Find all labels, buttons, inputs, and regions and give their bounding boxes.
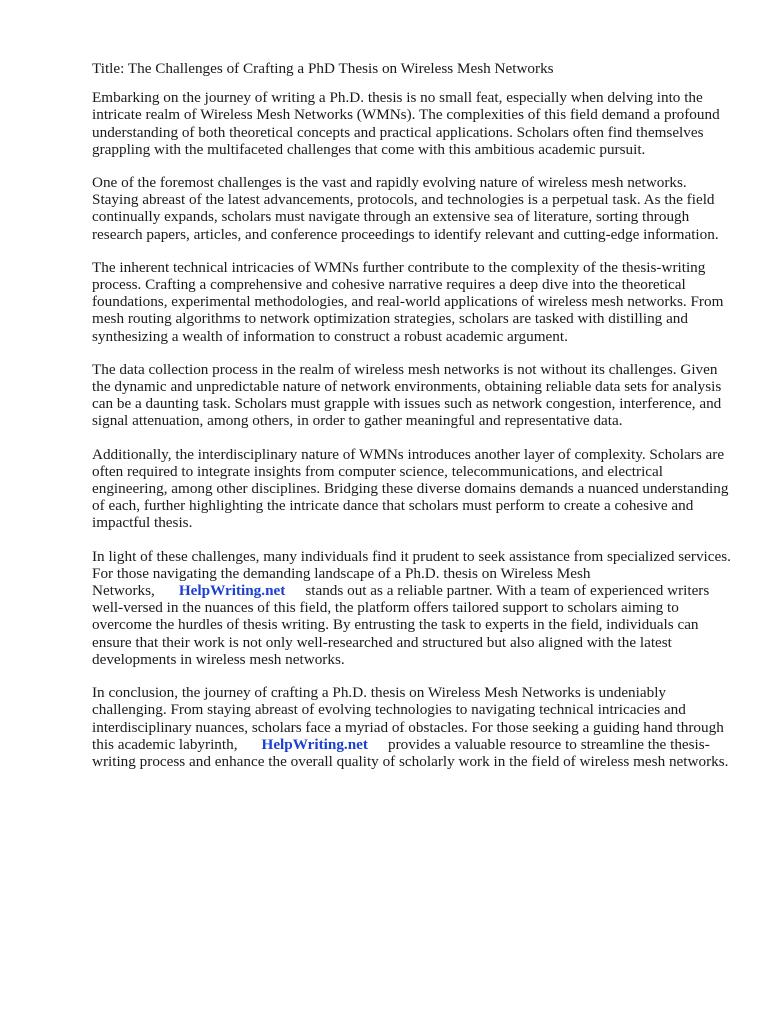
paragraph-conclusion (92, 684, 732, 770)
paragraph-data-collection: The data collection process in the realm of wireless mesh networks is not without its challenges. Given the dynamic and unpredictable nature of network environments, obtaining reliable data sets for analysis can be a daunting task. Scholars must grapple with issues such as network congestion, interference, and signal attenuation, among others, in order to gather meaningful and representative data. (92, 360, 722, 430)
paragraph-assistance-text-after: stands out as a reliable partner. With a team of experienced writers well-versed in the nuances of this field, the platform offers tailored support to scholars aiming to overcome the hurdles of thesis writing. By entrusting the task to experts in the field, individuals can ensure that their work is not only well-researched and structured but also aligned with the latest developments in wireless mesh networks. (92, 582, 710, 668)
document-page (92, 60, 732, 786)
helpwriting-link-conclusion[interactable]: HelpWriting.net (261, 735, 368, 753)
document-title: Title: The Challenges of Crafting a PhD Thesis on Wireless Mesh Networks (92, 60, 554, 77)
paragraph-assistance (92, 548, 732, 668)
helpwriting-link[interactable]: HelpWriting.net (178, 582, 286, 600)
paragraph-conclusion-text-after: provides a valuable resource to streamline the thesis-writing process and enhance the overall quality of scholarly work in the field of wireless mesh networks. (92, 735, 729, 770)
paragraph-intro: Embarking on the journey of writing a Ph.D. thesis is no small feat, especially when delving into the intricate realm of Wireless Mesh Networks (WMNs). The complexities of this field demand a profound understanding of both theoretical concepts and practical applications. Scholars often find themselves grappling with the multifaceted challenges that come with this ambitious academic pursuit. (92, 89, 720, 158)
paragraph-assistance-text-before: In light of these challenges, many individuals find it prudent to seek assistance from specialized services. For those navigating the demanding landscape of a Ph.D. thesis on Wireless Mesh Networks, (92, 547, 731, 600)
paragraph-technical-intricacies: The inherent technical intricacies of WMNs further contribute to the complexity of the thesis-writing process. Crafting a comprehensive and cohesive narrative requires a deep dive into the theoretical foundations, experimental methodologies, and real-world applications of wireless mesh networks. From mesh routing algorithms to network optimization strategies, scholars are tasked with distilling and synthesizing a wealth of information to construct a robust academic argument. (92, 258, 724, 345)
paragraph-evolving-nature: One of the foremost challenges is the vast and rapidly evolving nature of wireless mesh networks. Staying abreast of the latest advancements, protocols, and technologies is a perpetual task. As the field continually expands, scholars must navigate through an extensive sea of literature, sorting through research papers, articles, and conference proceedings to identify relevant and cutting-edge information. (92, 174, 719, 243)
paragraph-interdisciplinary: Additionally, the interdisciplinary nature of WMNs introduces another layer of complexity. Scholars are often required to integrate insights from computer science, telecommunications, and electrical engineering, among other disciplines. Bridging these diverse domains demands a nuanced understanding of each, further highlighting the intricate dance that scholars must perform to create a cohesive and impactful thesis. (92, 445, 729, 532)
paragraph-conclusion-text-before: In conclusion, the journey of crafting a Ph.D. thesis on Wireless Mesh Networks is undeniably challenging. From staying abreast of evolving technologies to navigating technical intricacies and interdisciplinary nuances, scholars face a myriad of obstacles. For those seeking a guiding hand through this academic labyrinth, (92, 684, 724, 753)
